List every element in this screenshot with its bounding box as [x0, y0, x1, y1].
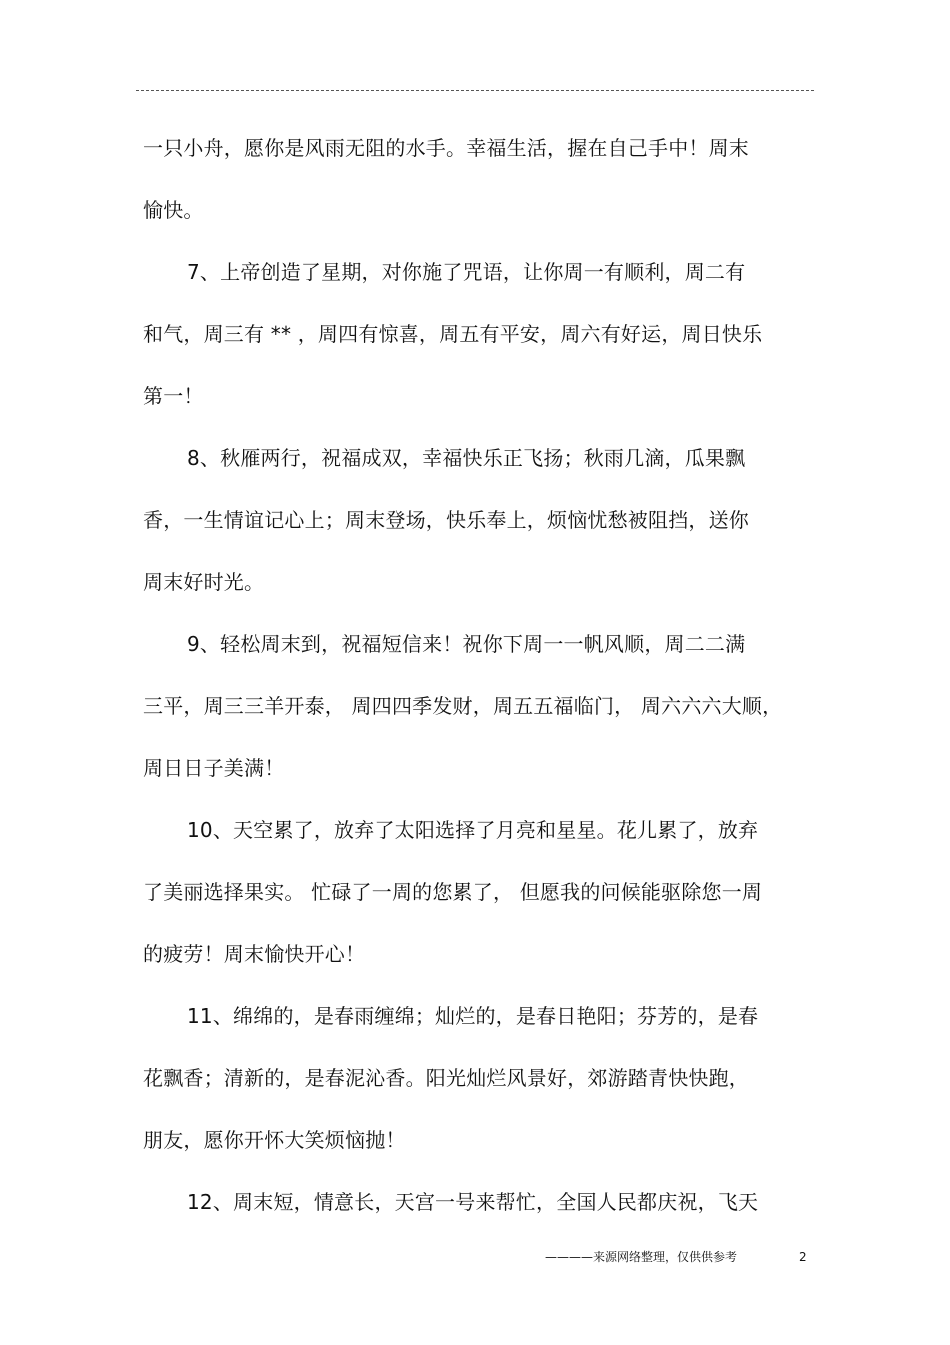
- text-line: 愉快。: [143, 198, 204, 222]
- text-line: 了美丽选择果实。 忙碌了一周的您累了， 但愿我的问候能驱除您一周: [143, 880, 763, 904]
- text-line: 和气，周三有 ** ，周四有惊喜，周五有平安，周六有好运，周日快乐: [143, 322, 763, 346]
- paragraph-start-12: 12、周末短，情意长，天宫一号来帮忙，全国人民都庆祝，飞天: [187, 1190, 759, 1214]
- text-line: 周日日子美满！: [143, 756, 285, 780]
- text-line: 一只小舟，愿你是风雨无阻的水手。幸福生活，握在自己手中！周末: [143, 136, 749, 160]
- paragraph-start-9: 9、轻松周末到，祝福短信来！祝你下周一一帆风顺，周二二满: [187, 632, 746, 656]
- paragraph-start-7: 7、上帝创造了星期，对你施了咒语，让你周一有顺利，周二有: [187, 260, 746, 284]
- document-body: [143, 117, 803, 1233]
- footer-source-note: ————来源网络整理，仅供供参考: [545, 1250, 738, 1264]
- text-line: 周末好时光。: [143, 570, 265, 594]
- text-line: 朋友，愿你开怀大笑烦恼抛！: [143, 1128, 406, 1152]
- paragraph-start-8: 8、秋雁两行，祝福成双，幸福快乐正飞扬；秋雨几滴，瓜果飘: [187, 446, 746, 470]
- text-line: 的疲劳！周末愉快开心！: [143, 942, 366, 966]
- text-line: 第一！: [143, 384, 204, 408]
- text-line: 三平，周三三羊开泰， 周四四季发财，周五五福临门， 周六六六大顺，: [143, 694, 783, 718]
- text-line: 香，一生情谊记心上；周末登场，快乐奉上，烦恼忧愁被阻挡，送你: [143, 508, 749, 532]
- header-divider: [136, 90, 814, 91]
- paragraph-start-10: 10、天空累了，放弃了太阳选择了月亮和星星。花儿累了，放弃: [187, 818, 759, 842]
- text-line: 花飘香；清新的，是春泥沁香。阳光灿烂风景好，郊游踏青快快跑，: [143, 1066, 749, 1090]
- page-number: 2: [799, 1250, 807, 1264]
- paragraph-start-11: 11、绵绵的，是春雨缠绵；灿烂的，是春日艳阳；芬芳的，是春: [187, 1004, 759, 1028]
